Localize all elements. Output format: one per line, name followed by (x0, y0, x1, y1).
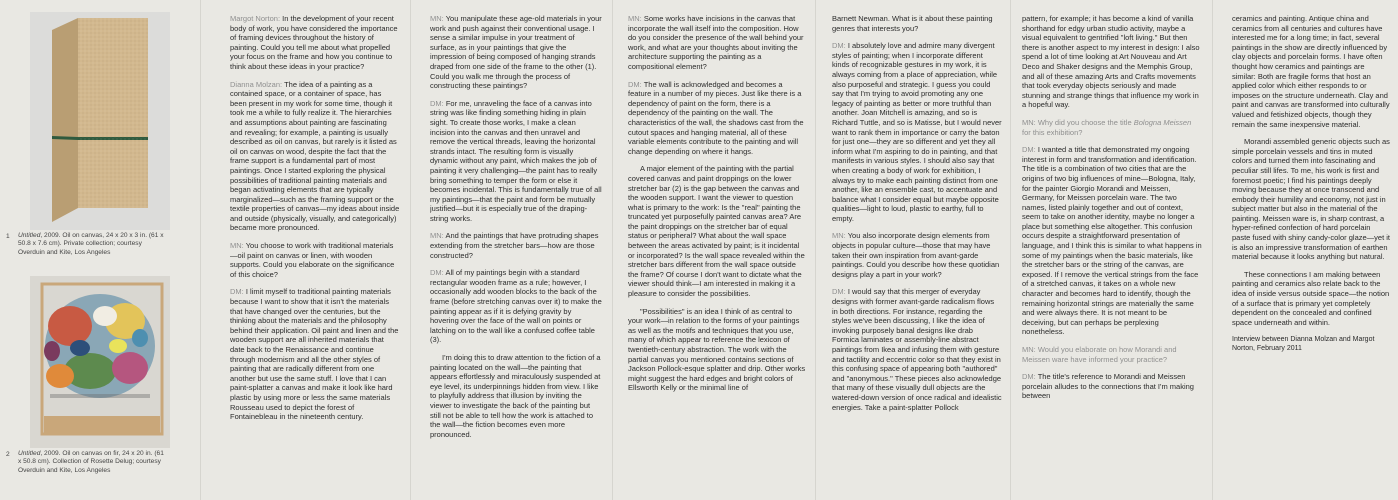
speaker-name: DM (430, 98, 442, 108)
paragraph-text: A major element of the painting with the partial covered canvas and paint droppings on the lower stretcher bar ( (628, 164, 794, 193)
speaker-name: DM (832, 41, 844, 51)
speaker-separator: : (1033, 117, 1038, 127)
artwork-2-illustration (30, 276, 170, 448)
artwork-caption-2 (18, 450, 168, 475)
interview-column-3 (628, 14, 806, 498)
interview-paragraph (1022, 118, 1202, 137)
paragraph-text: For me, unraveling the face of a canvas into string was like finding something hiding in plain sight. To create those works, I make a clean incision into the canvas and then unravel and remove the vertical threads, leaving the horizontal strands intact. The resulting form is visually dynamic without any paint, which makes the job of painting it very challenging—the paint has to really bring something to temper the form or else it becomes incidental. This is fundamentally true of all my paintings—that the paint and form be mutually justified—but it is especially true of the draping-string works. (430, 98, 602, 223)
figure-reference: 3 (432, 335, 437, 345)
paragraph-text: The idea of a painting as a contained space, or a container of space, has been present in my work for some time, though it took me a while to fully realize it. The hierarchies and assumptions about painting are fascinating and revealing; for example, a painting is usually described as oil on canvas, but rarely is it listed as oil on canvas on wood, despite the fact that the frame support is a fundamental part of most paintings. Once I started exploring the physical possibilities of traditional painting materials and began activating elements that are typically marginalized—such as the framing support or the textile properties of canvas—my ideas about inside and outside (physically, visually, and categorically) became more pronounced. (230, 79, 400, 233)
speaker-name: MN (832, 231, 844, 241)
figure-reference: 2 (674, 183, 679, 193)
caption-title: Untitled (18, 232, 41, 239)
paragraph-text: "Possibilities" is an idea I think of as central to your work—in relation to the forms of your paintings as well as the motifs and techniques that you use, many of which appear to reference the lexicon of twentieth-century abstraction. The work with the partial canvas you mentioned contains sections of Jackson Pollock-esque splatter and drip. Other works might suggest the hard edges and bright colors of Ellsworth Kelly or the minimal line of (628, 306, 806, 393)
speaker-separator: : (1033, 145, 1038, 155)
paragraph-text: The title's reference to Morandi and Meissen porcelain alludes to the connections that I'm making between (1022, 372, 1194, 401)
speaker-name: DM (430, 268, 442, 278)
artwork-image-2 (30, 276, 170, 448)
interview-paragraph (628, 80, 806, 157)
paragraph-text: I'm doing this to draw attention to the fiction of a painting located on the wall—the painting that appears effortlessly and miraculously suspended at eye level, its underpinnings hidden from view. I like to playfully address that illusion by inviting the viewer to investigate the back of the painting but still not be able to tell how the work is attached to the wall—the fiction becomes even more pronounced. (430, 353, 601, 439)
fold-line (410, 0, 411, 500)
paragraph-text: Some works have incisions in the canvas that incorporate the wall itself into the composition. How do you consider the presence of the wall behind your work, and what are your thoughts about inviting the architecture supporting the painting as a compositional element? (628, 14, 804, 71)
paragraph-text: ). Could you walk me through the process of constructing these paintings? (430, 61, 597, 91)
artwork-image-1 (30, 12, 170, 230)
interview-paragraph (1022, 372, 1202, 401)
artwork-caption-1 (18, 232, 168, 257)
paragraph-text: Morandi assembled generic objects such as simple porcelain vessels and tins in muted colors and turned them into fascinating and peculiar still lifes. To me, his work is first and foremost poetic; I find his paintings deeply moving because they at once transcend and embody their humility and economy, not just in subject matter but also in the material of the painting. Meissen ware is, in sharp contrast, a hyper-refined confection of hard porcelain paste fused with shiny candy-color glaze—yet it is also an impressive transformation of earthen material because it looks anything but natural. (1232, 137, 1390, 262)
fold-line (612, 0, 613, 500)
fold-line (1212, 0, 1213, 500)
speaker-name: MN (230, 241, 242, 251)
speaker-name: MN (628, 14, 640, 23)
interview-paragraph (832, 231, 1002, 279)
figure-reference: 1 (587, 61, 592, 71)
speaker-name: MN (430, 14, 442, 23)
interview-paragraph (430, 231, 602, 260)
speaker-separator: : (843, 231, 848, 241)
image-panel (0, 0, 200, 500)
speaker-separator: : (1033, 345, 1038, 354)
interview-paragraph (832, 41, 1002, 223)
interview-paragraph (1022, 14, 1202, 110)
interview-column-6 (1232, 14, 1390, 498)
caption-number: 2 (6, 451, 10, 458)
interview-column-2 (430, 14, 602, 498)
paragraph-text: In the development of your recent body of work, you have considered the importance of framing devices throughout the history of painting. Could you tell me about what propelled your focus on the frame and how you continue to think about these ideas in your practice? (230, 14, 398, 71)
interview-paragraph (1022, 345, 1202, 364)
paragraph-text: All of my paintings begin with a standard rectangular wooden frame as a rule; however, I occasionally add wooden blocks to the back of the frame (before stretching canvas over it) to make the painting appear as if it is defying gravity by hovering over the face of the wall on points or latching on to the wall like a confused coffee table ( (430, 268, 602, 345)
paragraph-text: I absolutely love and admire many divergent styles of painting; when I incorporate different kinds of recognizable gestures in my work, it is always coming from a place of appreciation, while also purposeful and strategic. I guess you could say that I'm trying to avoid promoting any one legacy of painting as better or more truthful than another. Joan Mitchell is amazing, and so is Richard Tuttle, and so is Matisse, but I would never want to rank them in importance or carry the baton for just one—they are so different and yet they all inform what I'm aspiring to do in painting, and that manifests in various styles. I should also say that when creating a body of work for exhibition, I always try to make each painting distinct from one another, like an ensemble cast, to accentuate and balance what I consider equal but maybe opposite qualities—light to loud, plastic to earthy, full to empty. (832, 41, 1002, 223)
speaker-separator: : (241, 241, 246, 251)
speaker-name: MN (1022, 345, 1034, 354)
interview-column-5 (1022, 14, 1202, 498)
interview-paragraph (1022, 145, 1202, 337)
speaker-name: MN (430, 231, 442, 241)
paragraph-text: You manipulate these age-old materials in your work and push against their conventional usage. I sense a similar impulse in your treatment of surface, as in your paintings that give the impression of being composed of hanging strands draped from one side of the frame to the other ( (430, 14, 602, 71)
interview-column-4 (832, 14, 1002, 498)
speaker-name: DM (230, 287, 242, 297)
speaker-separator: : (639, 79, 644, 89)
paragraph-text: I wanted a title that demonstrated my ongoing interest in form and transformation and identification. The title is a combination of two cities that are the origins of two big influences of mine—Bologna, Italy, for the painter Giorgio Morandi and Meissen, Germany, for Meissen porcelain ware. The two names, listed plainly together and out of context, seem to take on another identity, maybe no longer a place but something else altogether. This confusion occurs despite a straightforward presentation of language, and I think this is similar to what happens in some of my paintings when the basic materials, like the stretcher bars or the string of the canvas, are exposed. If I remove the vertical strings from the face of a stretched canvas, it takes on a whole new character and becomes hard to identify, though the remaining horizontal strings are materially the same and were always there. It is not meant to be deceiving, but can perhaps be perplexing nonetheless. (1022, 145, 1202, 337)
speaker-separator: : (441, 14, 446, 23)
paragraph-text: ). (436, 335, 442, 345)
paragraph-text: The wall is acknowledged and becomes a feature in a number of my pieces. Just like there is a dependency of paint on the form, there is a dependency of the painting on the wall. The characteristics of the wall, the shadows cast from the cutout spaces and hanging material, all of these variable elements contribute to the painting and will change depending on where it hangs. (628, 79, 804, 156)
paragraph-text: You choose to work with traditional materials—oil paint on canvas or linen, with wooden supports. Could you elaborate on the significance of this choice? (230, 241, 395, 279)
speaker-separator: : (441, 98, 446, 108)
interview-credit (1232, 335, 1390, 353)
caption-number: 1 (6, 233, 10, 240)
paragraph-text: Barnett Newman. What is it about these painting genres that interests you? (832, 14, 993, 33)
interview-paragraph (430, 268, 602, 345)
interview-paragraph (628, 164, 806, 298)
speaker-name: Dianna Molzan (230, 79, 281, 89)
interview-paragraph (230, 14, 400, 72)
paragraph-text: pattern, for example; it has become a kind of vanilla shorthand for edgy urban studio activity, maybe a visual equivalent to gentrified "loft living." But then there is another aspect to my interest in design: I also spend a lot of time looking at Art Nouveau and Art Deco and Shaker designs and the Memphis Group, and all of these amazing Arts and Crafts movements that took everyday objects seriously and made stunning and strange things that influence my work in a hopeful way. (1022, 14, 1200, 110)
fold-line (1010, 0, 1011, 500)
caption-title: Untitled (18, 450, 41, 457)
speaker-separator: : (843, 41, 848, 51)
interview-paragraph (430, 14, 602, 91)
interview-paragraph (230, 287, 400, 421)
caption-details: , 2009. Oil on canvas, 24 x 20 x 3 in. (61 x 50.8 x 7.6 cm). Private collection; courtesy Overduin and Kite, Los Angeles (18, 232, 164, 256)
paragraph-text: And the paintings that have protruding shapes extending from the stretcher bars—how are those constructed? (430, 231, 599, 260)
interview-paragraph (832, 14, 1002, 33)
speaker-name: DM (1022, 145, 1034, 155)
speaker-name: DM (628, 79, 640, 89)
speaker-separator: : (277, 14, 283, 23)
interview-paragraph (832, 287, 1002, 412)
interview-paragraph (430, 353, 602, 439)
speaker-name: DM (1022, 372, 1034, 382)
speaker-separator: : (1033, 372, 1038, 382)
paragraph-text: I limit myself to traditional painting materials because I want to show that it isn't the materials that have changed over the centuries, but the thinking about the materials and the philosophy behind their application. Oil paint and linen and the wooden support are all inherited materials that date back to the Renaissance and continue through modernism and all the other styles of painting that are radically different from one another but use the same stuff. I love that I can paint-splatter a canvas and make it look like hard plastic by using more or less the same materials Rousseau used to depict the forest of Fontainebleau in the nineteenth century. (230, 287, 399, 422)
speaker-name: DM (832, 287, 844, 297)
interview-paragraph (230, 80, 400, 234)
speaker-separator: : (241, 287, 246, 297)
interview-paragraph (1232, 14, 1390, 129)
interview-column-1 (230, 14, 400, 498)
speaker-separator: : (441, 231, 446, 241)
paragraph-text: I would say that this merger of everyday designs with former avant-garde radicalism flows in both directions. For instance, regarding the styles we've been discussing, I like the idea of invoking purposely banal designs like drab Formica laminates or assembly-line abstract paintings from Ikea and infusing them with gesture and tactility and eccentric color so that they exist in this confusing space of appearing both "authored" and "anonymous." These pieces also acknowledge that many of these visually dull objects are the watered-down version of once radical and idealistic energies. Take a paint-splatter Pollock (832, 287, 1002, 412)
interview-paragraph (230, 241, 400, 279)
paragraph-text: These connections I am making between painting and ceramics also relate back to the idea of inside versus outside space—the notion of a surface that is primary yet completely dependent on the concealed and confined space underneath and within. (1232, 269, 1390, 327)
speaker-name: MN (1022, 117, 1034, 127)
speaker-name: Margot Norton (230, 14, 278, 23)
fold-line (200, 0, 201, 500)
speaker-separator: : (843, 287, 848, 297)
paragraph-text: Interview between Dianna Molzan and Margot Norton, February 2011 (1232, 336, 1375, 353)
paragraph-text: You also incorporate design elements from objects in popular culture—those that may have taken their own inspiration from avant-garde paintings. Could you describe how these quotidian designs play a part in your work? (832, 231, 1000, 279)
paragraph-text: ) is the gap between the canvas and the wooden support. I want the viewer to question what is primary to the work: Is the "real" painting the truncated yet purposefully painted canvas area? Are the paint droppings on the stretcher bar of equal status or peripheral? What about the wall space between the areas activated by paint; is it incidental or incorporated? Is the wall space revealed within the stretcher bars different from the wall space outside the frame? Of course I don't want to dictate what the viewer should think—I am interested in making it a pleasure to consider the possibilities. (628, 183, 805, 299)
fold-line (815, 0, 816, 500)
speaker-separator: : (639, 14, 644, 23)
interview-paragraph (628, 307, 806, 393)
exhibition-title: Bologna Meissen (1133, 117, 1192, 127)
interview-paragraph (1232, 137, 1390, 262)
interview-paragraph (430, 99, 602, 224)
artwork-1-illustration (30, 12, 170, 230)
speaker-separator: : (441, 268, 446, 278)
paragraph-text: ceramics and painting. Antique china and ceramics from all centuries and cultures have interested me for a long time; in fact, several paintings in the show are directly influenced by clay objects and porcelain forms. I have often thought how ceramics and paintings are similar: Both are fragile forms that host an applied color which either responds to or imposes on the structure underneath. Clay and paint and canvas are transformed into culturally valued and fetishized objects, though they remain the same inexpensive material. (1232, 14, 1390, 129)
paragraph-text: Why did you choose the title (1037, 117, 1134, 127)
interview-paragraph (1232, 270, 1390, 328)
paragraph-text: Would you elaborate on how Morandi and Meissen ware have informed your practice? (1022, 345, 1177, 364)
speaker-separator: : (280, 79, 285, 89)
caption-details: , 2009. Oil on canvas on fir, 24 x 20 in. (61 x 50.8 cm). Collection of Rosette Delug; courtesy Overduin and Kite, Los Angeles (18, 450, 164, 474)
paragraph-text: for this exhibition? (1022, 127, 1083, 137)
interview-paragraph (628, 14, 806, 72)
